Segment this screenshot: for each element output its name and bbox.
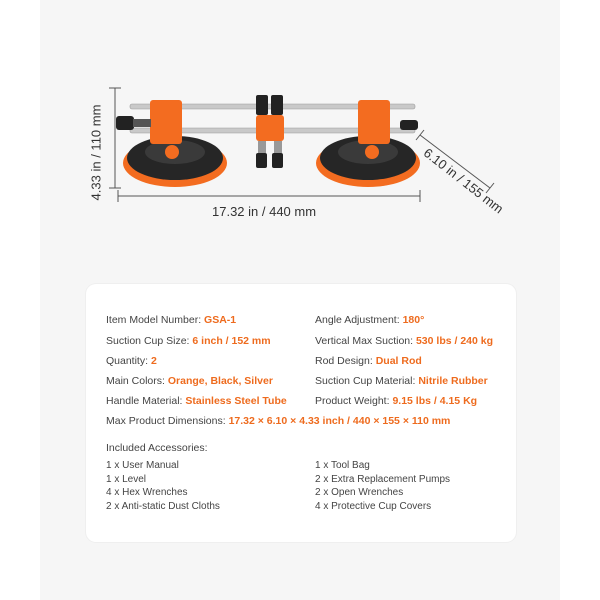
accessory-item: 1 x User Manual	[106, 460, 179, 471]
accessories-title: Included Accessories:	[106, 442, 208, 454]
accessory-item: 2 x Extra Replacement Pumps	[315, 474, 451, 485]
spec-handle-material: Handle Material: Stainless Steel Tube	[106, 395, 287, 407]
spec-max-dimensions: Max Product Dimensions: 17.32 × 6.10 × 4.33 inch / 440 × 155 × 110 mm	[106, 415, 451, 427]
accessory-item: 1 x Level	[106, 474, 147, 485]
spec-vertical-max-suction: Vertical Max Suction: 530 lbs / 240 kg	[315, 335, 494, 347]
spec-main-colors: Main Colors: Orange, Black, Silver	[106, 375, 273, 387]
spec-product-weight: Product Weight: 9.15 lbs / 4.15 Kg	[315, 395, 478, 407]
spec-card	[86, 284, 516, 542]
spec-quantity: Quantity: 2	[106, 355, 157, 367]
spec-angle-adjustment: Angle Adjustment: 180°	[315, 314, 425, 326]
accessory-item: 2 x Anti-static Dust Cloths	[106, 501, 220, 512]
depth-dimension-label: 6.10 in / 155 mm	[420, 145, 507, 217]
spec-rod-design: Rod Design: Dual Rod	[315, 355, 422, 367]
height-dimension-label: 4.33 in / 110 mm	[88, 104, 104, 201]
accessory-item: 2 x Open Wrenches	[315, 487, 404, 498]
accessory-item: 4 x Protective Cup Covers	[315, 501, 432, 512]
spec-suction-cup-size: Suction Cup Size: 6 inch / 152 mm	[106, 335, 271, 347]
spec-cup-material: Suction Cup Material: Nitrile Rubber	[315, 375, 488, 387]
length-dimension-label: 17.32 in / 440 mm	[212, 204, 317, 219]
accessory-item: 4 x Hex Wrenches	[106, 487, 188, 498]
accessory-item: 1 x Tool Bag	[315, 460, 370, 471]
spec-model-number: Item Model Number: GSA-1	[106, 314, 237, 326]
